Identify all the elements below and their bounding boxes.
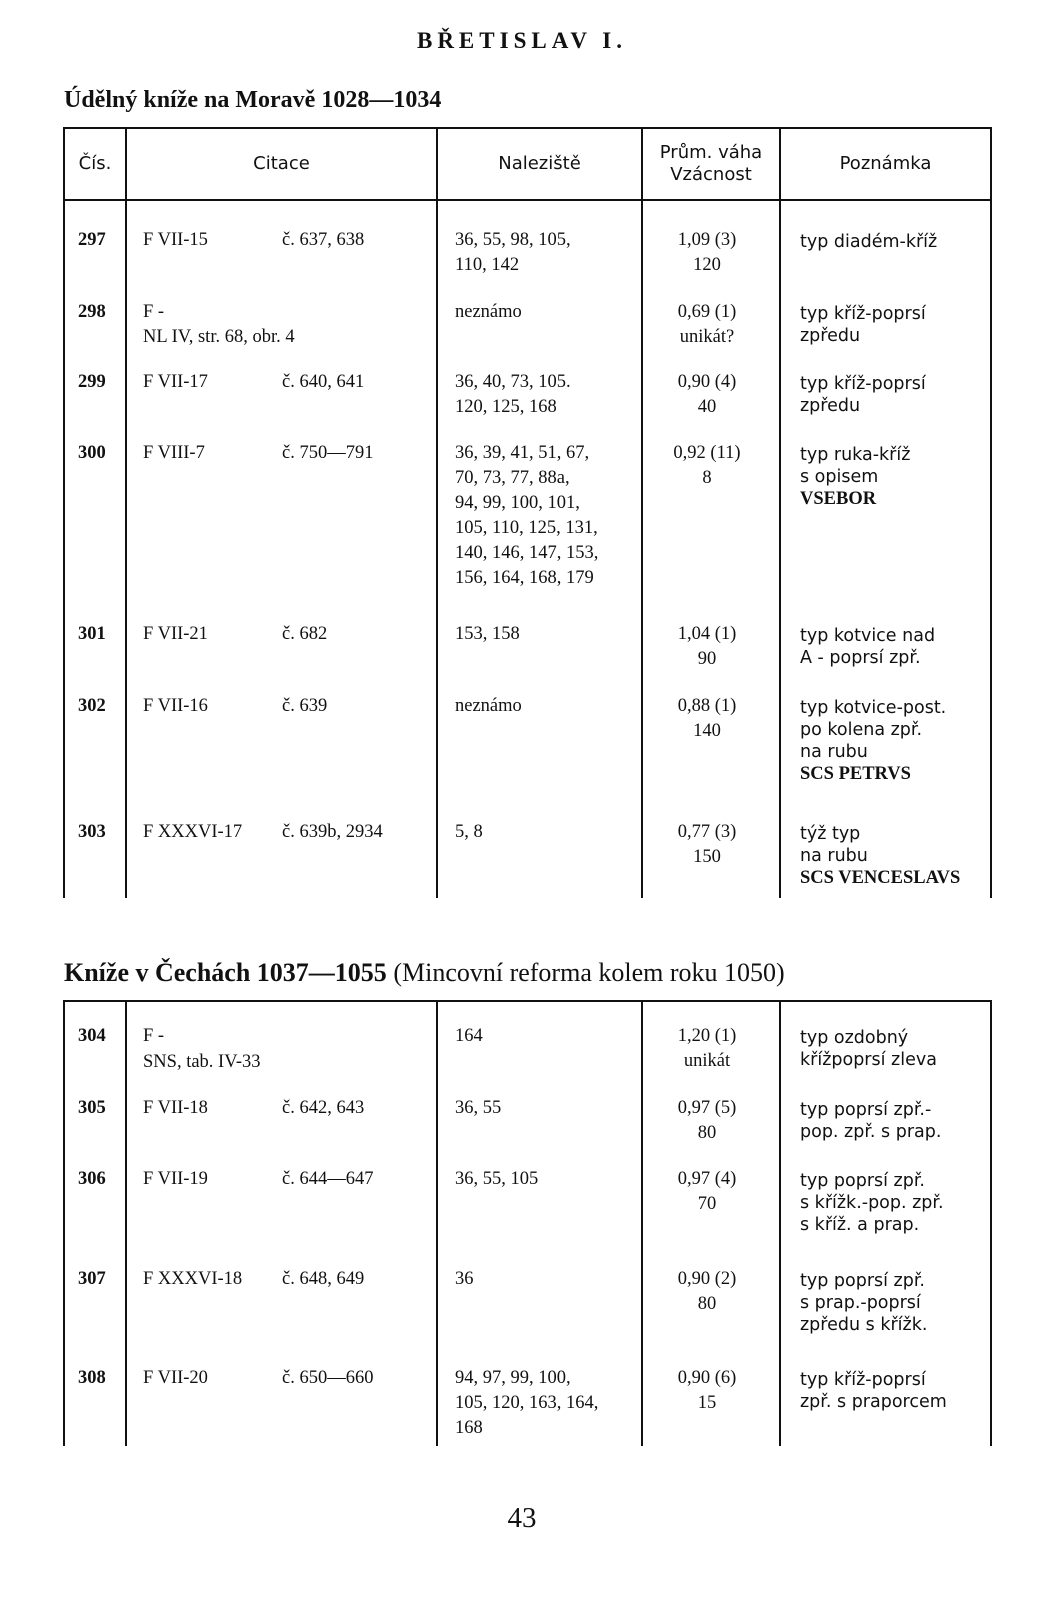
column-rule <box>779 1000 781 1446</box>
row-number: 304 <box>78 1026 106 1046</box>
row-number: 298 <box>78 302 106 322</box>
weight-value: 0,90 (2) <box>677 1269 737 1289</box>
citation: F - <box>143 302 165 322</box>
weight <box>652 300 762 350</box>
weight <box>652 1366 762 1416</box>
citation: F VII-20 <box>143 1368 208 1388</box>
weight-value: 1,04 (1) <box>677 624 737 644</box>
column-rule <box>990 127 992 898</box>
rarity: 8 <box>702 468 712 488</box>
weight <box>652 370 762 420</box>
locality: neznámo <box>455 696 522 716</box>
citation: F VII-15 <box>143 230 208 250</box>
weight <box>652 820 762 870</box>
citation: F VII-19 <box>143 1169 208 1189</box>
note-text: týž typ na rubu <box>800 824 868 866</box>
column-rule <box>779 127 781 898</box>
column-rule <box>990 1000 992 1446</box>
weight <box>652 694 762 744</box>
note <box>800 823 990 889</box>
catalog-number: č. 650—660 <box>282 1368 374 1388</box>
weight <box>652 1267 762 1317</box>
weight <box>652 1024 762 1074</box>
legend-inscription: SCS PETRVS <box>800 764 911 784</box>
note: typ kotvice nad A - poprsí zpř. <box>800 626 936 668</box>
row-number: 307 <box>78 1269 106 1289</box>
note-text: typ ruka-kříž s opisem <box>800 445 911 487</box>
rarity: 140 <box>693 721 721 741</box>
column-rule <box>63 1000 65 1446</box>
citation: F VII-17 <box>143 372 208 392</box>
locality: 36, 40, 73, 105. 120, 125, 168 <box>455 372 571 417</box>
rarity: 80 <box>697 1294 717 1314</box>
rarity: unikát <box>683 1051 731 1071</box>
rarity: 150 <box>693 847 721 867</box>
citation-sub: NL IV, str. 68, obr. 4 <box>143 327 295 347</box>
weight <box>652 1167 762 1217</box>
section-title-main: Kníže v Čechách 1037—1055 <box>64 958 387 987</box>
citation: F VII-21 <box>143 624 208 644</box>
row-number: 300 <box>78 443 106 463</box>
note: typ poprsí zpř.- pop. zpř. s prap. <box>800 1100 942 1142</box>
column-rule <box>63 127 65 898</box>
section-title <box>64 958 785 988</box>
weight-value: 0,90 (4) <box>677 372 737 392</box>
column-rule <box>125 127 127 898</box>
legend-inscription: VSEBOR <box>800 489 877 509</box>
note-text: typ kotvice-post. po kolena zpř. na rubu <box>800 698 947 762</box>
rarity: unikát? <box>679 327 735 347</box>
citation: F - <box>143 1026 165 1046</box>
weight-value: 0,90 (6) <box>677 1368 737 1388</box>
legend-inscription: SCS VENCESLAVS <box>800 868 961 888</box>
column-rule <box>125 1000 127 1446</box>
locality: 153, 158 <box>455 624 520 644</box>
row-number: 302 <box>78 696 106 716</box>
weight <box>652 1096 762 1146</box>
note <box>800 697 990 785</box>
catalog-number: č. 640, 641 <box>282 372 365 392</box>
weight-value: 0,97 (4) <box>677 1169 737 1189</box>
rarity: 70 <box>697 1194 717 1214</box>
row-number: 303 <box>78 822 106 842</box>
section-title-note: (Mincovní reforma kolem roku 1050) <box>393 958 785 987</box>
catalog-number: č. 637, 638 <box>282 230 365 250</box>
catalog-number: č. 750—791 <box>282 443 374 463</box>
note: typ poprsí zpř. s křížk.-pop. zpř. s kříž. a prap. <box>800 1171 944 1235</box>
weight-value: 1,20 (1) <box>677 1026 737 1046</box>
section-title: Údělný kníže na Moravě 1028—1034 <box>64 87 442 113</box>
citation-sub: SNS, tab. IV-33 <box>143 1052 261 1072</box>
header-bottom-rule <box>63 199 992 201</box>
row-number: 305 <box>78 1098 106 1118</box>
running-head: BŘETISLAV I. <box>416 28 627 53</box>
row-number: 297 <box>78 230 106 250</box>
column-rule <box>436 1000 438 1446</box>
citation: F VIII-7 <box>143 443 205 463</box>
note: typ kříž-poprsí zpř. s praporcem <box>800 1370 947 1412</box>
row-number: 306 <box>78 1169 106 1189</box>
rarity: 15 <box>697 1393 717 1413</box>
note: typ diadém-kříž <box>800 232 938 252</box>
locality: 36, 55, 98, 105, 110, 142 <box>455 230 571 275</box>
weight-value: 0,92 (11) <box>673 443 741 463</box>
weight <box>652 441 762 491</box>
locality: neznámo <box>455 302 522 322</box>
weight-value: 0,69 (1) <box>677 302 737 322</box>
weight-value: 0,88 (1) <box>677 696 737 716</box>
locality: 94, 97, 99, 100, 105, 120, 163, 164, 168 <box>455 1368 599 1438</box>
citation: F XXXVI-17 <box>143 822 243 842</box>
note: typ poprsí zpř. s prap.-poprsí zpředu s křížk. <box>800 1271 928 1335</box>
locality: 36, 55, 105 <box>455 1169 539 1189</box>
weight <box>652 622 762 672</box>
column-rule <box>641 1000 643 1446</box>
table-top-rule <box>63 1000 992 1002</box>
page-number: 43 <box>507 1502 537 1534</box>
locality: 164 <box>455 1026 483 1046</box>
citation: F XXXVI-18 <box>143 1269 243 1289</box>
note: typ kříž-poprsí zpředu <box>800 304 926 346</box>
rarity: 40 <box>697 397 717 417</box>
locality: 36, 55 <box>455 1098 502 1118</box>
note: typ kříž-poprsí zpředu <box>800 374 926 416</box>
note <box>800 444 990 510</box>
header-locality: Naleziště <box>498 153 581 174</box>
column-rule <box>436 127 438 898</box>
citation: F VII-18 <box>143 1098 208 1118</box>
weight <box>652 228 762 278</box>
row-number: 299 <box>78 372 106 392</box>
catalog-number: č. 639 <box>282 696 328 716</box>
column-rule <box>641 127 643 898</box>
locality: 36, 39, 41, 51, 67, 70, 73, 77, 88a, 94, 99, 100, 101, 105, 110, 125, 131, 140, 146, 147, 153, 156, 164, 168, 179 <box>455 443 599 588</box>
rarity: 120 <box>693 255 721 275</box>
weight-value: 0,77 (3) <box>677 822 737 842</box>
catalog-number: č. 639b, 2934 <box>282 822 383 842</box>
citation: F VII-16 <box>143 696 208 716</box>
weight-value: 0,97 (5) <box>677 1098 737 1118</box>
rarity: 80 <box>697 1123 717 1143</box>
header-weight: Prům. váha <box>659 142 763 163</box>
catalog-number: č. 644—647 <box>282 1169 374 1189</box>
rarity: 90 <box>697 649 717 669</box>
note: typ ozdobný křížpoprsí zleva <box>800 1028 937 1070</box>
weight-value: 1,09 (3) <box>677 230 737 250</box>
catalog-number: č. 682 <box>282 624 328 644</box>
header-note: Poznámka <box>839 153 932 174</box>
row-number: 301 <box>78 624 106 644</box>
catalog-number: č. 648, 649 <box>282 1269 365 1289</box>
header-num: Čís. <box>78 153 112 174</box>
table-top-rule <box>63 127 992 129</box>
header-rarity: Vzácnost <box>670 164 752 185</box>
locality: 36 <box>455 1269 474 1289</box>
row-number: 308 <box>78 1368 106 1388</box>
header-citation: Citace <box>253 153 310 174</box>
catalog-number: č. 642, 643 <box>282 1098 365 1118</box>
locality: 5, 8 <box>455 822 483 842</box>
